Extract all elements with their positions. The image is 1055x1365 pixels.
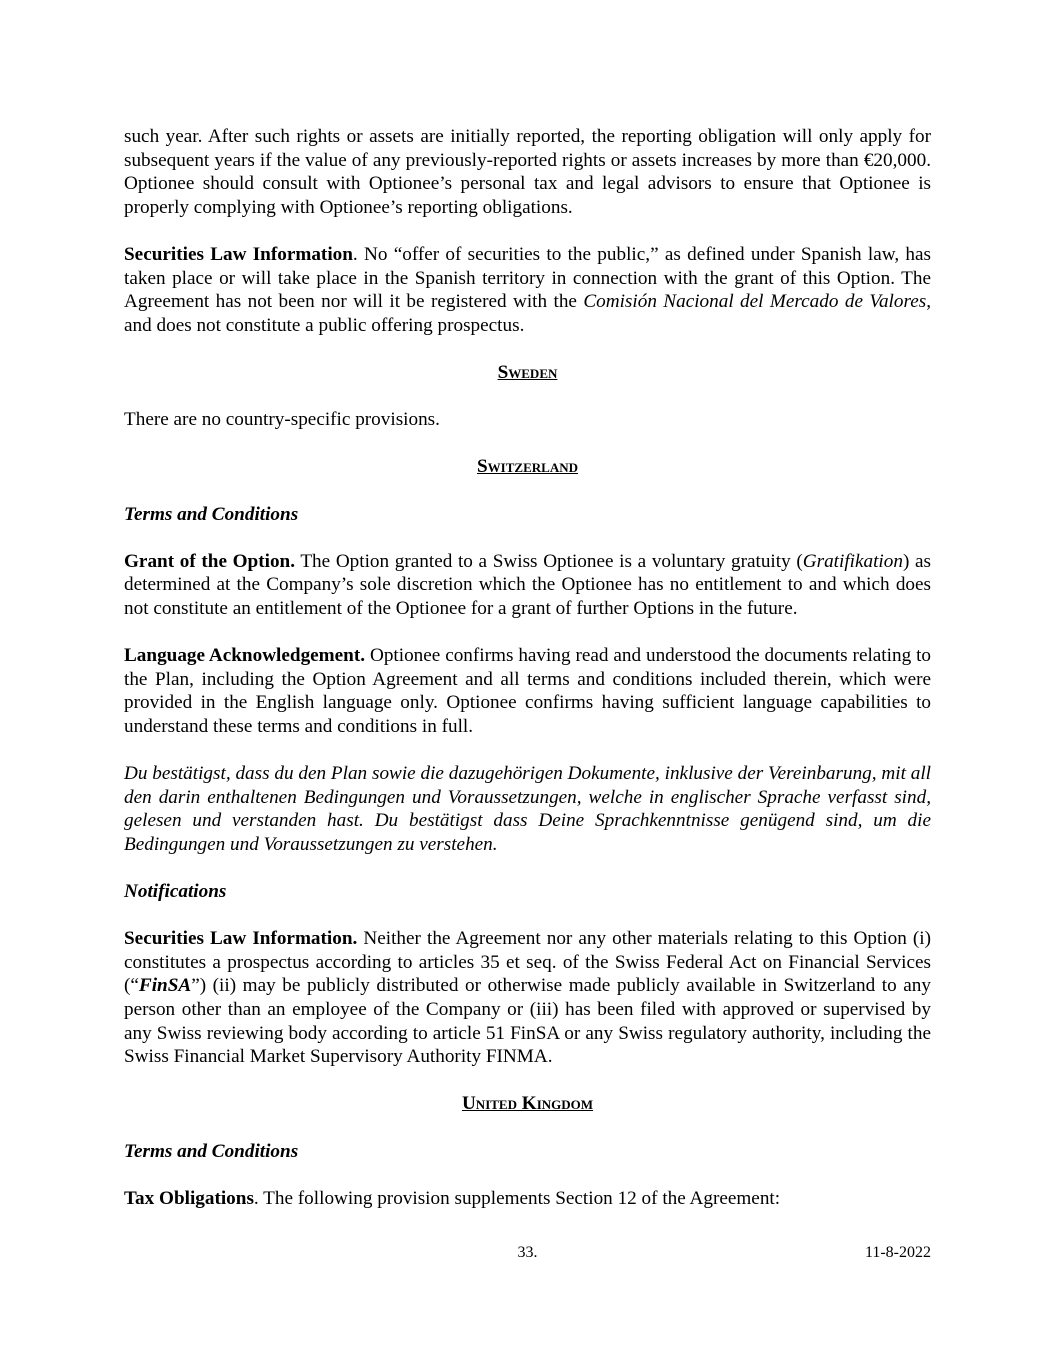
page-footer — [124, 1244, 931, 1266]
sweden-heading: Sweden — [497, 361, 558, 383]
uk-heading: United Kingdom — [461, 1093, 594, 1115]
footer-date: 11-8-2022 — [864, 1244, 931, 1261]
switzerland-grant-paragraph: Grant of the Option. The Option granted to a Swiss Optionee is a voluntary gratuity (Gratifikation) as determined at the Company’s sole discretion which the Optionee has no entitlement to and which does not constitute an entitlement of the Optionee for a grant of further Options in the future. — [124, 550, 931, 619]
uk-terms-heading: Terms and Conditions — [124, 1140, 299, 1162]
document-body — [124, 125, 931, 1210]
switzerland-securities-paragraph: Securities Law Information. Neither the Agreement nor any other materials relating to this Option (i) constitutes a prospectus according to articles 35 et seq. of the Swiss Federal Act on Financial Services (“FinSA”) (ii) may be publicly distributed or otherwise made publicly available in Switzerland to any person other than an employee of the Company or (iii) has been filed with approved or supervised by any Swiss reviewing body according to article 51 FinSA or any Swiss regulatory authority, including the Swiss Financial Market Supervisory Authority FINMA. — [124, 928, 931, 1068]
grant-title: Grant of the Option. — [124, 550, 296, 572]
language-title: Language Acknowledgement. — [124, 645, 366, 667]
spain-reporting-paragraph: such year. After such rights or assets are initially reported, the reporting obligation will only apply for subsequent years if the value of any previously-reported rights or assets increases by more than €20,000. Optionee should consult with Optionee’s personal tax and legal advisors to ensure that Optionee is properly complying with Optionee’s reporting obligations. — [124, 126, 931, 218]
switzerland-notifications-heading: Notifications — [124, 881, 227, 902]
switzerland-securities-title: Securities Law Information. — [124, 928, 358, 950]
switzerland-german-paragraph: Du bestätigst, dass du den Plan sowie die dazugehörigen Dokumente, inklusive der Vereinbarung, mit all den darin enthaltenen Bedingungen und Voraussetzungen, welche in englischer Sprache verfasst sind, gelesen und verstanden hast. Du bestätigst dass Deine Sprachkenntnisse genügend sind, um die Bedingungen und Voraussetzungen zu verstehen. — [124, 763, 931, 855]
switzerland-language-paragraph: Language Acknowledgement. Optionee confirms having read and understood the documents relating to the Plan, including the Option Agreement and all terms and conditions included therein, which were provided in the English language only. Optionee confirms having sufficient language capabilities to understand these terms and conditions in full. — [124, 645, 931, 737]
sweden-text: There are no country-specific provisions. — [124, 409, 440, 431]
switzerland-heading: Switzerland — [477, 456, 578, 478]
page-number: 33. — [517, 1244, 538, 1261]
switzerland-terms-heading: Terms and Conditions — [124, 503, 299, 525]
spain-securities-title: Securities Law Information — [124, 243, 353, 265]
uk-tax-paragraph: Tax Obligations. The following provision supplements Section 12 of the Agreement: — [124, 1187, 781, 1209]
spain-securities-paragraph: Securities Law Information. No “offer of securities to the public,” as defined under Spanish law, has taken place or will take place in the Spanish territory in connection with the grant of this Option. The Agreement has not been nor will it be registered with the Comisión Nacional del Mercado de Valores, and does not constitute a public offering prospectus. — [124, 243, 931, 336]
uk-tax-title: Tax Obligations — [124, 1187, 254, 1209]
